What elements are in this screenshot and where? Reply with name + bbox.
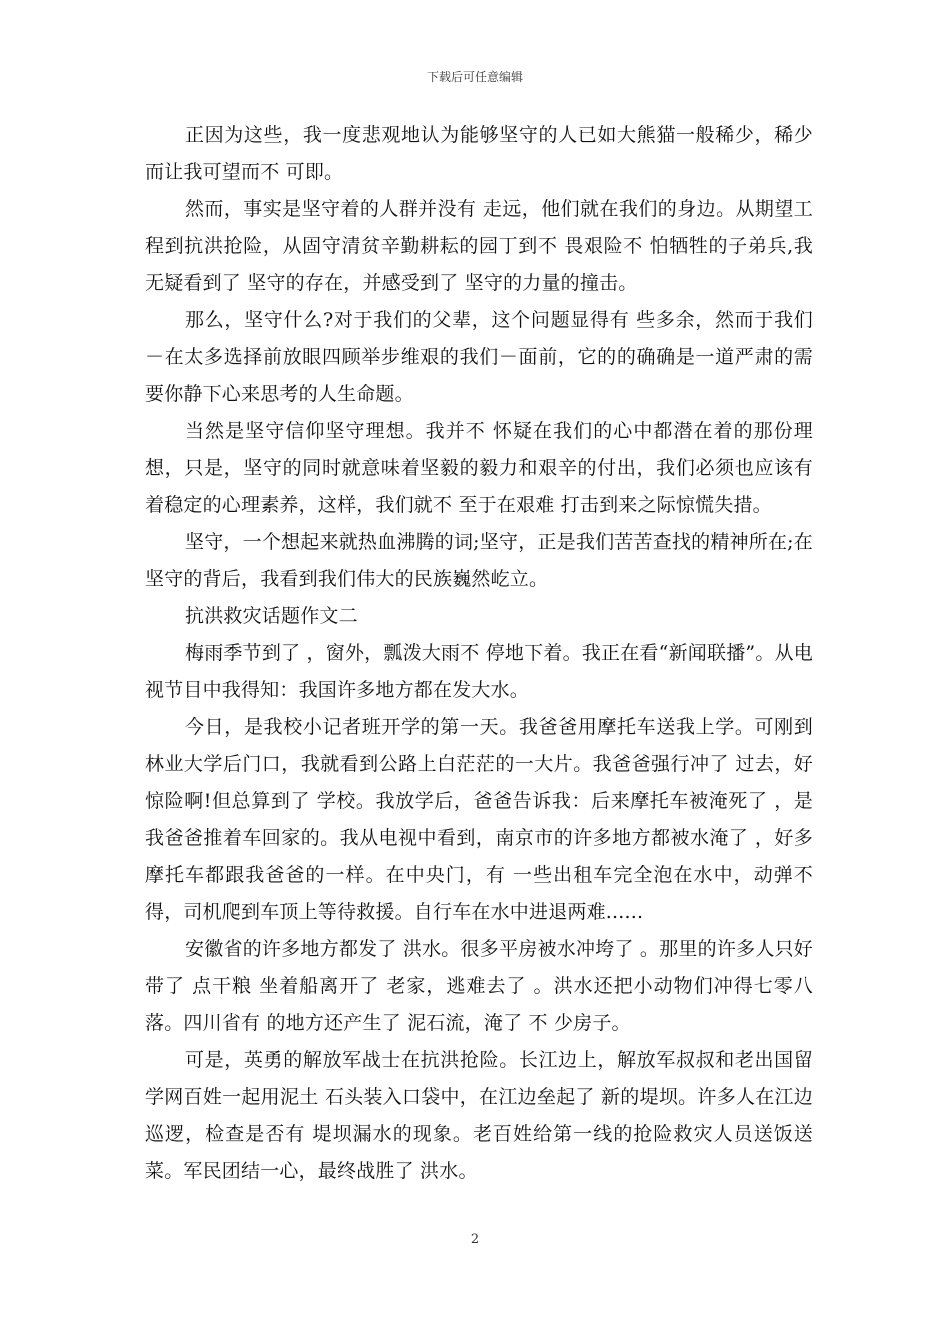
paragraph: 坚守，一个想起来就热血沸腾的词;坚守，正是我们苦苦查找的精神所在;在坚守的背后，我看到我们伟大的民族巍然屹立。	[145, 531, 813, 590]
section-title: 抗洪救灾话题作文二	[185, 605, 358, 627]
page-header: 下载后可任意编辑	[426, 70, 523, 84]
paragraph: 可是，英勇的解放军战士在抗洪抢险。长江边上，解放军叔叔和老出国留学网百姓一起用泥土 石头装入口袋中，在江边垒起了 新的堤坝。许多人在江边巡逻，检查是否有 堤坝漏水的现象。老百姓给第一线的抢险救灾人员送饭送菜。军民团结一心，最终战胜了 洪水。	[145, 1049, 813, 1182]
paragraph: 梅雨季节到了 ，窗外，瓢泼大雨不 停地下着。我正在看“新闻联播”。从电视节目中我得知：我国许多地方都在发大水。	[145, 642, 813, 701]
paragraph: 安徽省的许多地方都发了 洪水。很多平房被水冲垮了 。那里的许多人只好带了 点干粮 坐着船离开了 老家，逃难去了 。洪水还把小动物们冲得七零八落。四川省有 的地方还产生了 泥石流，淹了 不 少房子。	[145, 938, 813, 1034]
paragraph: 那么，坚守什么?对于我们的父辈，这个问题显得有 些多余，然而于我们－在太多选择前放眼四顾举步维艰的我们－面前，它的的确确是一道严肃的需要你静下心来思考的人生命题。	[145, 309, 813, 405]
paragraph: 正因为这些，我一度悲观地认为能够坚守的人已如大熊猫一般稀少，稀少而让我可望而不 可即。	[145, 124, 813, 183]
page-number: 2	[470, 1232, 480, 1247]
paragraph: 当然是坚守信仰坚守理想。我并不 怀疑在我们的心中都潜在着的那份理想，只是，坚守的同时就意味着坚毅的毅力和艰辛的付出，我们必须也应该有 着稳定的心理素养，这样，我们就不 至于在艰难 打击到来之际惊慌失措。	[145, 420, 813, 516]
document-body	[145, 117, 813, 1190]
paragraph: 然而，事实是坚守着的人群并没有 走远，他们就在我们的身边。从期望工程到抗洪抢险，从固守清贫辛勤耕耘的园丁到不 畏艰险不 怕牺牲的子弟兵,我无疑看到了 坚守的存在，并感受到了 坚守的力量的撞击。	[145, 198, 813, 294]
paragraph: 今日，是我校小记者班开学的第一天。我爸爸用摩托车送我上学。可刚到林业大学后门口，我就看到公路上白茫茫的一大片。我爸爸强行冲了 过去，好惊险啊!但总算到了 学校。我放学后，爸爸告诉我：后来摩托车被淹死了 ，是我爸爸推着车回家的。我从电视中看到，南京市的许多地方都被水淹了 ，好多摩托车都跟我爸爸的一样。在中央门，有 一些出租车完全泡在水中，动弹不得，司机爬到车顶上等待救援。自行车在水中进退两难......	[145, 716, 813, 923]
